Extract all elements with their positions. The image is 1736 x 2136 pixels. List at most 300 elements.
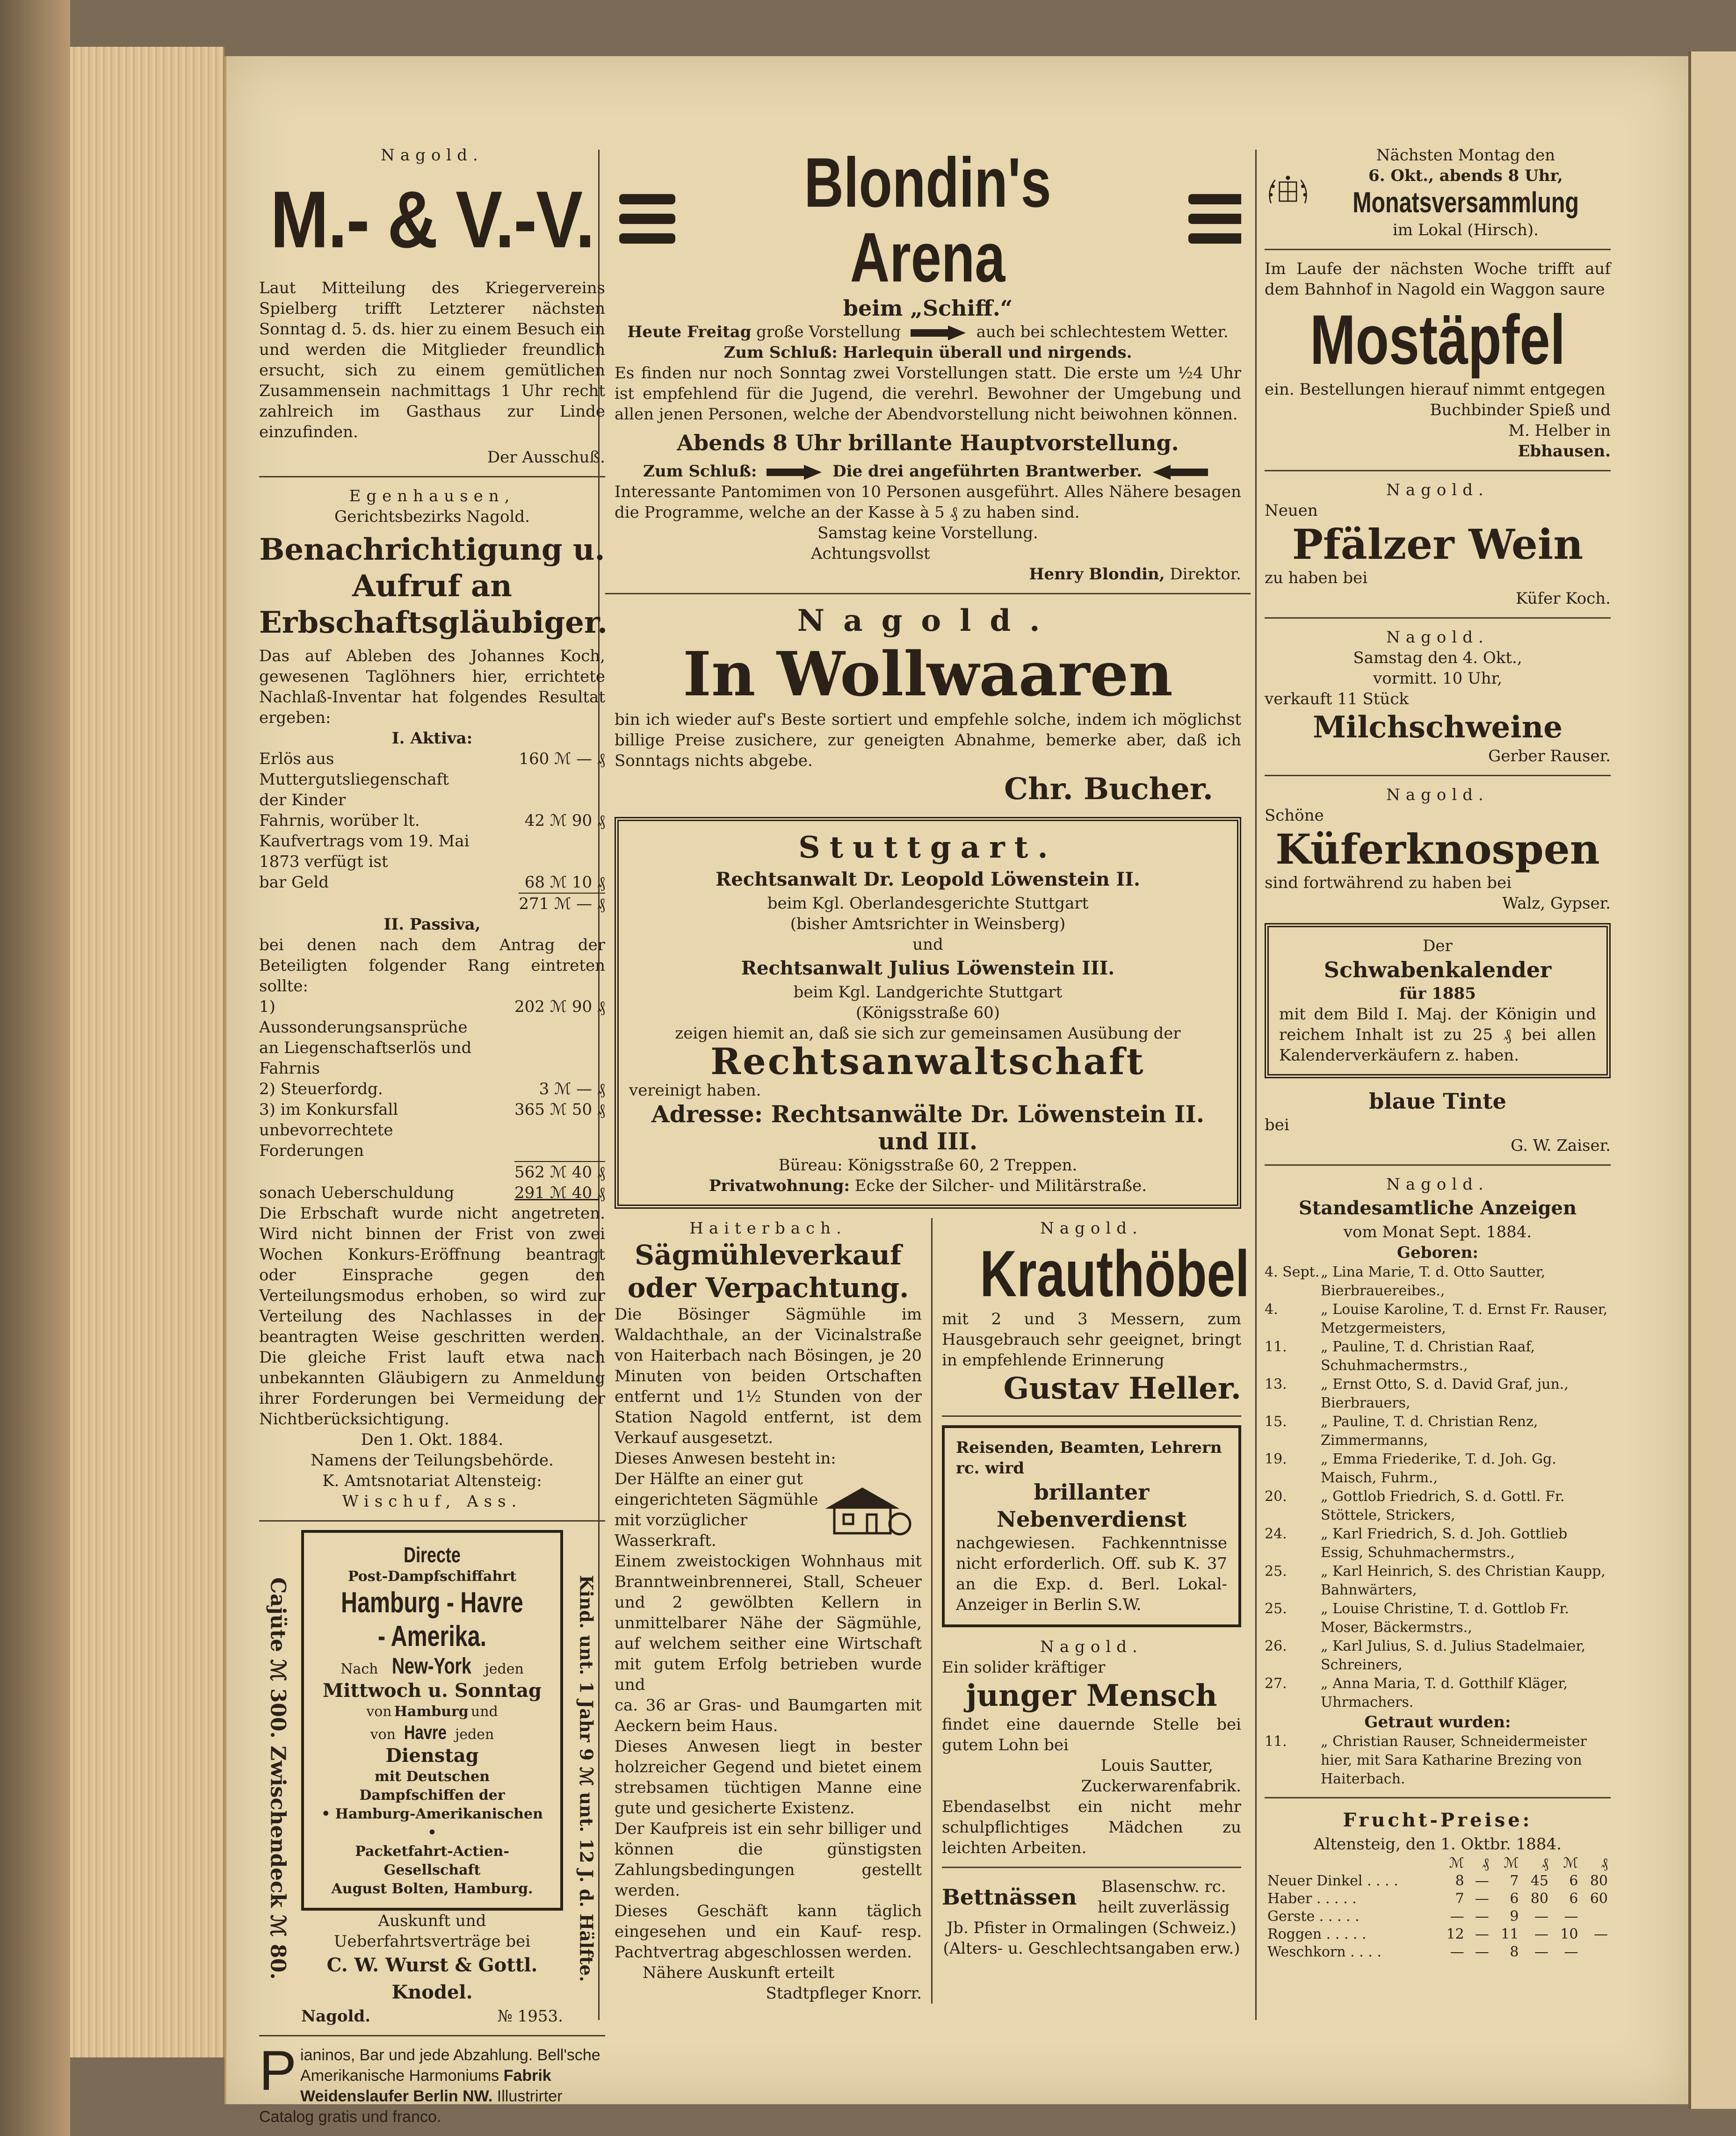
grain-name: Neuer Dinkel . . . . <box>1267 1873 1398 1889</box>
passiva-row <box>259 1161 605 1183</box>
price-cell: ℳ <box>1449 1855 1464 1871</box>
bett-title: Bettnässen <box>942 1884 1077 1910</box>
birth-text: „ Pauline, T. d. Christian Renz, Zimmermanns, <box>1321 1414 1538 1449</box>
middle-column <box>605 56 1251 2104</box>
blondin-saturday: Samstag keine Vorstellung. <box>817 524 1038 542</box>
page-edges <box>70 47 224 2057</box>
neben-title-2: Nebenverdienst <box>997 1507 1186 1532</box>
price-cell: 11 <box>1501 1926 1519 1942</box>
wein-title: Pfälzer Wein <box>1292 520 1584 569</box>
mv-body: Laut Mitteilung des Kriegervereins Spielberg trifft Letzterer nächsten Sonntag d. 5. ds. hier zu einem Besuch ein und werden die Mitglieder freundlich ersucht, sich zu einem gemütlichen Zusammensein nachmittags 1 Uhr recht zahlreich im Gasthaus zur Linde einzufinden. <box>259 279 605 441</box>
sawmill-icon <box>820 1479 914 1540</box>
mv2-line-2: 6. Okt., abends 8 Uhr, <box>1368 166 1563 185</box>
text: jeden <box>485 1661 524 1677</box>
birth-date: 24. <box>1265 1526 1287 1542</box>
kraut-place: Nagold. <box>1040 1219 1143 1238</box>
birth-entry <box>1265 1674 1611 1712</box>
milch-line-2: vormitt. 10 Uhr, <box>1373 669 1502 688</box>
price-row <box>1265 1872 1611 1890</box>
aktiva-row <box>259 810 605 872</box>
grain-name <box>1265 1855 1437 1872</box>
mv2-line-1: Nächsten Montag den <box>1376 146 1555 165</box>
aktiva-value: 160 ℳ — ₰ <box>519 750 605 768</box>
hamburg-side-right <box>568 1530 605 2027</box>
marriage-text: „ Christian Rauser, Schneidermeister hier, mit Sara Katharine Brezing von Haiterbach. <box>1321 1733 1587 1787</box>
price-cell: — <box>1475 1891 1489 1907</box>
book-spine <box>0 0 70 2136</box>
birth-text: „ Karl Heinrich, S. des Christian Kaupp, Bahnwärters, <box>1321 1563 1606 1598</box>
ben-place: Egenhausen, <box>349 487 515 505</box>
saeg-body-7: Dieses Geschäft kann täglich eingesehen und ein Kauf- resp. Pachtvertrag abgeschlossen werden. <box>615 1902 922 1962</box>
jm-employer-trade: Zuckerwarenfabrik. <box>1081 1777 1241 1796</box>
ra-and: und <box>912 935 943 954</box>
most-intro: Im Laufe der nächsten Woche trifft auf dem Bahnhof in Nagold ein Waggon saure <box>1265 260 1611 299</box>
aktiva-row <box>259 893 605 914</box>
price-cell: 7 <box>1510 1873 1519 1889</box>
most-body: ein. Bestellungen hierauf nimmt entgegen <box>1265 380 1606 399</box>
passiva-value: 291 ℳ 40 ₰ <box>514 1183 605 1202</box>
milch-line-1: Samstag den 4. Okt., <box>1353 649 1522 667</box>
jm-body: findet eine dauernde Stelle bei gutem Lohn bei <box>942 1715 1241 1754</box>
price-cell: — <box>1564 1944 1578 1960</box>
birth-text: „ Anna Maria, T. d. Gotthilf Kläger, Uhrmachers. <box>1321 1675 1568 1710</box>
pointing-hand-icon <box>767 463 823 482</box>
ben-aktiva-list <box>259 749 605 914</box>
hamburg-line-3 <box>315 1703 549 1721</box>
price-cell: 10 <box>1560 1926 1578 1942</box>
neben-title-1: brillanter <box>1034 1479 1150 1505</box>
text: jeden <box>455 1726 494 1743</box>
ra-lawyer-1: Rechtsanwalt Dr. Leopold Löwenstein II. <box>716 868 1140 890</box>
kueferknospen-ad <box>1265 785 1611 914</box>
right-column <box>1265 56 1611 2104</box>
price-cell: — <box>1450 1908 1464 1925</box>
kraut-title: Krauthöbel <box>980 1237 1250 1310</box>
birth-entry <box>1265 1600 1611 1637</box>
passiva-value: 365 ℳ 50 ₰ <box>514 1100 605 1119</box>
birth-date: 15. <box>1265 1414 1287 1430</box>
hamburg-child-fares: Kind. unt. 1 Jahr 9 ℳ unt. 12 J. d. Hälfte. <box>576 1574 597 1982</box>
passiva-row <box>259 1183 605 1203</box>
blondin-evening: Abends 8 Uhr brillante Hauptvorstellung. <box>677 430 1179 455</box>
text: große Vorstellung <box>756 323 901 341</box>
wein-signature: Küfer Koch. <box>1515 589 1611 608</box>
pointing-hand-icon <box>1152 463 1208 482</box>
price-cell: 6 <box>1569 1873 1578 1889</box>
price-cell: 8 <box>1455 1873 1464 1889</box>
birth-date: 4. Sept. <box>1265 1264 1320 1280</box>
hamburg-agent: August Bolten, Hamburg. <box>331 1881 533 1897</box>
saeg-title: Sägmühleverkauf oder Verpachtung. <box>627 1239 909 1304</box>
birth-entry <box>1265 1450 1611 1487</box>
ben-passiva-intro: bei denen nach dem Antrag der Beteiligten folgender Rang eintreten sollte: <box>259 936 605 996</box>
divider <box>259 1520 605 1522</box>
price-cell: — <box>1534 1926 1548 1942</box>
krauthobel-ad <box>942 1218 1250 1407</box>
pointing-hand-icon <box>911 324 967 342</box>
std-geboren-list <box>1265 1263 1611 1712</box>
saeg-body-2a: Dieses Anwesen besteht in: <box>615 1449 836 1468</box>
junger-mensch-ad <box>942 1637 1241 1858</box>
price-cell: 60 <box>1590 1891 1608 1907</box>
passiva-value: 3 ℳ — ₰ <box>539 1080 605 1098</box>
bett-body-1: Blasenschw. rc. heilt zuverlässig <box>1098 1877 1230 1917</box>
wein-intro: Neuen <box>1265 501 1318 520</box>
divider <box>1265 617 1611 619</box>
blondin-director-title: Direktor. <box>1170 565 1241 584</box>
nebenverdienst-ad <box>942 1425 1241 1627</box>
kk-place: Nagold. <box>1386 786 1489 804</box>
kal-line-1: Der <box>1423 937 1453 955</box>
birth-entry <box>1265 1338 1611 1375</box>
mv-place: Nagold. <box>381 146 484 165</box>
saeg-body-2b: Der Hälfte an einer gut eingerichteten Sägmühle mit vorzüglicher Wasserkraft. <box>615 1470 818 1550</box>
kraut-body: mit 2 und 3 Messern, zum Hausgebrauch sehr geeignet, bringt in empfehlende Erinnerung <box>942 1310 1241 1370</box>
ra-private-row <box>629 1176 1227 1196</box>
divider <box>942 1415 1241 1417</box>
hamburg-ad <box>259 1530 605 2027</box>
hamburg-company-2: Packetfahrt-Actien-Gesellschaft <box>355 1843 509 1878</box>
passiva-row <box>259 1099 605 1161</box>
birth-text: „ Karl Julius, S. d. Julius Stadelmaier, Schreiners, <box>1321 1638 1586 1673</box>
bett-body-3: (Alters- u. Geschlechtsangaben erw.) <box>943 1939 1240 1958</box>
grain-name: Weschkorn . . . . <box>1267 1944 1382 1960</box>
birth-text: „ Louise Christine, T. d. Gottlob Fr. Moser, Bäckermstrs., <box>1321 1601 1569 1636</box>
saeg-body-5: Dieses Anwesen liegt in bester holzreicher Gegend und bietet einem strebsamen tüchtigen Manne eine gute und gesicherte Existenz. <box>615 1737 922 1818</box>
text: auch bei schlechtestem Wetter. <box>976 323 1229 341</box>
kraut-signature: Gustav Heller. <box>1003 1371 1241 1406</box>
saeg-body-4: ca. 36 ar Gras- und Baumgarten mit Aeckern beim Haus. <box>615 1696 922 1735</box>
mv-title: M.- & V.-V. <box>270 174 594 265</box>
passiva-sum: 562 ℳ 40 ₰ <box>514 1161 605 1183</box>
std-place: Nagold. <box>1386 1175 1489 1194</box>
hamburg-title-1: Directe <box>404 1543 461 1567</box>
saeg-body-8: Nähere Auskunft erteilt <box>643 1963 835 1982</box>
jm-body-2: Ebendaselbst ein nicht mehr schulpflichtiges Mädchen zu leichten Arbeiten. <box>942 1797 1241 1857</box>
divider <box>1265 470 1611 471</box>
neben-body: nachgewiesen. Fachkenntnisse nicht erforderlich. Off. sub K. 37 an die Exp. d. Berl. Lokal-Anzeiger in Berlin S.W. <box>956 1534 1227 1614</box>
text: Die drei angeführten Brantwerber. <box>832 462 1143 481</box>
hamburg-town: Nagold. <box>301 2007 371 2026</box>
price-cell: 8 <box>1510 1944 1519 1960</box>
neben-intro: Reisenden, Beamten, Lehrern rc. wird <box>956 1438 1222 1478</box>
aktiva-label: bar Geld <box>259 873 329 892</box>
ben-passiva-list <box>259 996 605 1203</box>
saeg-mill-row <box>615 1469 922 1551</box>
passiva-label: 3) im Konkursfall unbevorrechtete Forderungen <box>259 1100 398 1160</box>
ra-place: Stuttgart. <box>798 830 1057 865</box>
mv2-text <box>1321 145 1611 240</box>
aktiva-row <box>259 872 605 893</box>
most-seller-2: M. Helber in <box>1508 421 1611 440</box>
milch-place: Nagold. <box>1386 628 1489 647</box>
standesamt-ad <box>1265 1174 1611 1789</box>
divider <box>259 476 605 477</box>
price-cell: ₰ <box>1482 1855 1489 1871</box>
price-cell: 6 <box>1510 1891 1519 1907</box>
fp-title: Frucht-Preise: <box>1343 1809 1533 1831</box>
hamburg-company-1: • Hamburg-Amerikanischen • <box>321 1806 543 1841</box>
wollwaaren-ad <box>605 603 1251 808</box>
price-cell: 7 <box>1455 1891 1464 1907</box>
aktiva-value: 68 ℳ 10 ₰ <box>524 873 605 892</box>
price-cell: ₰ <box>1541 1855 1548 1871</box>
birth-date: 20. <box>1265 1488 1287 1505</box>
birth-entry <box>1265 1300 1611 1338</box>
hamburg-town-row <box>301 2006 563 2027</box>
kk-body: sind fortwährend zu haben bei <box>1265 873 1512 892</box>
divider <box>605 593 1251 594</box>
price-cell: — <box>1594 1926 1608 1942</box>
ra-court-2: beim Kgl. Landgerichte Stuttgart <box>793 983 1063 1002</box>
price-cell: — <box>1475 1944 1489 1960</box>
pointing-hand-icon <box>1179 189 1241 250</box>
ra-lawyer-2: Rechtsanwalt Julius Löwenstein III. <box>741 957 1115 979</box>
birth-text: „ Karl Friedrich, S. d. Joh. Gottlieb Essig, Schuhmachermstrs., <box>1321 1526 1568 1561</box>
milch-signature: Gerber Rauser. <box>1488 747 1611 765</box>
mostaepfel-ad <box>1265 259 1611 462</box>
fruchtpreise-ad <box>1265 1807 1611 1961</box>
tinte-signature: G. W. Zaiser. <box>1511 1136 1611 1155</box>
grain-name: Gerste . . . . . <box>1267 1908 1360 1925</box>
blondin-director-name: Henry Blondin, <box>1029 565 1165 584</box>
blondin-ad <box>605 145 1251 585</box>
birth-date: 11. <box>1265 1339 1287 1355</box>
saeg-signature: Stadtpfleger Knorr. <box>766 1984 922 2003</box>
most-seller-1: Buchbinder Spieß und <box>1430 401 1611 419</box>
price-cell: — <box>1475 1926 1489 1942</box>
piano-line-1: ianinos, Bar und jede Abzahlung. <box>300 2046 533 2064</box>
price-cell: ℳ <box>1563 1855 1578 1871</box>
jm-title: junger Mensch <box>966 1678 1217 1713</box>
saeg-body-3: Einem zweistockigen Wohnhaus mit Branntweinbrennerei, Stall, Scheuer und 2 gewölbten Kellern in unmittelbarer Nähe der Sägmühle, auf welchem seither eine Wirtschaft mit gutem Erfolg betrieben wurde und <box>615 1552 922 1694</box>
birth-entry <box>1265 1562 1611 1600</box>
price-row <box>1265 1943 1611 1961</box>
ra-private-label: Privatwohnung: <box>709 1176 850 1195</box>
fp-subtitle: Altensteig, den 1. Oktbr. 1884. <box>1314 1835 1562 1854</box>
kal-year: für 1885 <box>1399 984 1476 1003</box>
hamburg-line-6: mit Deutschen Dampfschiffen der <box>359 1768 505 1804</box>
milch-title: Milchschweine <box>1313 710 1562 745</box>
text: von <box>370 1726 396 1743</box>
divider <box>942 1867 1241 1868</box>
milchschweine-ad <box>1265 627 1611 766</box>
divider <box>1265 775 1611 776</box>
wollwaaren-place: Nagold. <box>797 603 1059 638</box>
tinte-ad <box>1265 1088 1611 1156</box>
passiva-row <box>259 1079 605 1099</box>
price-cell: 80 <box>1530 1891 1548 1907</box>
birth-entry <box>1265 1637 1611 1674</box>
ra-court-1: beim Kgl. Oberlandesgerichte Stuttgart <box>767 894 1089 913</box>
hamburg-line-4 <box>315 1721 549 1744</box>
ben-district: Gerichtsbezirks Nagold. <box>334 507 530 526</box>
ben-intro: Das auf Ableben des Johannes Koch, gewesenen Taglöhners hier, errichtete Nachlaß-Inventar hat folgendes Resultat ergeben: <box>259 647 605 727</box>
grain-name: Haber . . . . . <box>1267 1891 1357 1907</box>
price-header-row <box>1265 1855 1611 1872</box>
wollwaaren-title: In Wollwaaren <box>683 638 1173 710</box>
birth-text: „ Ernst Otto, S. d. David Graf, jun., Bierbrauers, <box>1321 1376 1569 1411</box>
birth-entry <box>1265 1375 1611 1413</box>
blondin-subtitle: beim „Schiff.“ <box>843 296 1013 321</box>
middle-lower-row <box>605 1218 1251 2004</box>
divider <box>259 2035 605 2036</box>
monatsversammlung-ad <box>1265 145 1611 240</box>
birth-text: „ Pauline, T. d. Christian Raaf, Schuhmachermstrs., <box>1321 1339 1535 1374</box>
mv-signature: Der Ausschuß. <box>487 448 605 467</box>
birth-date: 26. <box>1265 1638 1287 1654</box>
hamburg-route: Hamburg - Havre - Amerika. <box>341 1587 523 1653</box>
newspaper-page <box>224 56 1688 2126</box>
bett-row <box>942 1876 1241 1918</box>
hamburg-box <box>301 1530 563 1911</box>
passiva-label: sonach Ueberschuldung <box>259 1183 455 1202</box>
kal-body: mit dem Bild I. Maj. der Königin und reichem Inhalt ist zu 25 ₰ bei allen Kalenderverkäufern z. haben. <box>1279 1005 1596 1065</box>
mv2-title: Monatsversammlung <box>1353 187 1579 219</box>
price-cell: 9 <box>1510 1908 1519 1925</box>
blondin-respect: Achtungsvollst <box>811 544 930 563</box>
ra-title: Rechtsanwaltschaft <box>710 1040 1145 1083</box>
pointing-hand-icon <box>615 189 677 250</box>
price-cell <box>1581 1908 1611 1926</box>
tinte-title: blaue Tinte <box>1369 1089 1506 1114</box>
ra-private: Ecke der Silcher- und Militärstraße. <box>854 1176 1147 1195</box>
blondin-body-2: Interessante Pantomimen von 10 Personen ausgeführt. Alles Nähere besagen die Programme, welche an der Kasse à 5 ₰ zu haben sind. <box>615 483 1241 522</box>
price-cell <box>1581 1943 1611 1961</box>
price-cell: 80 <box>1590 1873 1608 1889</box>
blondin-line-2: Zum Schluß: Harlequin überall und nirgends. <box>723 343 1132 362</box>
wollwaaren-signature: Chr. Bucher. <box>1004 772 1213 807</box>
text-havre: Havre <box>404 1721 447 1743</box>
text-hamburg: Hamburg <box>394 1703 469 1720</box>
facing-page-edge <box>1688 51 1736 2109</box>
fruchtpreise-table <box>1265 1855 1611 1961</box>
blondin-line-1 <box>615 322 1241 342</box>
divider <box>1265 1797 1611 1798</box>
piano-line-3: Illustrirter Catalog gratis und franco. <box>259 2087 563 2126</box>
aktiva-value: 42 ℳ 90 ₰ <box>524 811 605 830</box>
hamburg-footer: Auskunft und Ueberfahrtsverträge bei <box>333 1912 531 1951</box>
hamburg-number: № 1953. <box>497 2007 563 2026</box>
kal-title: Schwabenkalender <box>1324 957 1552 982</box>
ben-office: K. Amtsnotariat Altensteig: <box>322 1472 542 1490</box>
birth-date: 27. <box>1265 1675 1287 1692</box>
jm-place: Nagold. <box>1040 1638 1143 1656</box>
ben-date: Den 1. Okt. 1884. <box>361 1430 504 1449</box>
text: Zum Schluß: <box>643 462 757 481</box>
aktiva-label: Erlös aus Muttergutsliegenschaft der Kinder <box>259 750 449 809</box>
jm-employer: Louis Sautter, <box>1100 1756 1213 1775</box>
ra-united: vereinigt haben. <box>629 1081 761 1100</box>
price-cell: — <box>1475 1908 1489 1925</box>
divider <box>1265 1164 1611 1166</box>
text: Nach <box>340 1661 378 1677</box>
text: von <box>366 1703 392 1720</box>
aktiva-label: Fahrnis, worüber lt. Kaufvertrags vom 19. Mai 1873 verfügt ist <box>259 811 470 871</box>
price-cell: 12 <box>1446 1926 1464 1942</box>
blondin-title: Blondin's Arena <box>804 143 1052 296</box>
wein-place: Nagold. <box>1386 481 1489 499</box>
aktiva-row <box>259 749 605 810</box>
hamburg-line-1 <box>315 1653 549 1679</box>
ra-address-2: (Königsstraße 60) <box>855 1003 1000 1022</box>
blondin-line-3 <box>615 461 1241 482</box>
ra-notice: zeigen hiemit an, daß sie sich zur gemeinsamen Ausübung der <box>675 1024 1181 1043</box>
std-getraut-title: Getraut wurden: <box>1364 1713 1511 1732</box>
birth-text: „ Louise Karoline, T. d. Ernst Fr. Rauser, Metzgermeisters, <box>1321 1301 1608 1336</box>
jm-intro: Ein solider kräftiger <box>942 1658 1106 1677</box>
rechtsanwalt-ad <box>615 817 1241 1209</box>
marriage-entry <box>1265 1732 1611 1789</box>
marriage-date: 11. <box>1265 1733 1287 1750</box>
blondin-title-row <box>615 145 1241 295</box>
kk-title: Küferknospen <box>1275 825 1600 873</box>
wein-ad <box>1265 480 1611 609</box>
passiva-value: 202 ℳ 90 ₰ <box>514 997 605 1016</box>
std-title: Standesamtliche Anzeigen <box>1298 1197 1577 1219</box>
price-cell: — <box>1475 1873 1489 1889</box>
price-cell: — <box>1534 1908 1548 1925</box>
milch-line-3: verkauft 11 Stück <box>1265 690 1409 708</box>
birth-date: 13. <box>1265 1376 1287 1393</box>
bettnaessen-ad <box>942 1876 1241 1959</box>
birth-text: „ Emma Friederike, T. d. Joh. Gg. Maisch, Fuhrm., <box>1321 1451 1556 1486</box>
saeg-place: Haiterbach. <box>689 1219 847 1238</box>
birth-text: „ Lina Marie, T. d. Otto Sautter, Bierbrauereibes., <box>1321 1264 1546 1299</box>
passiva-row <box>259 996 605 1079</box>
hamburg-fares: Cajüte ℳ 300. Zwischendeck ℳ 80. <box>266 1577 290 1980</box>
price-cell: 6 <box>1569 1891 1578 1907</box>
birth-text: „ Gottlob Friedrich, S. d. Gottl. Fr. Stöttele, Strickers, <box>1321 1488 1565 1523</box>
std-getraut-list <box>1265 1732 1611 1789</box>
ra-former-1: (bisher Amtsrichter in Weinsberg) <box>790 915 1066 933</box>
saeg-body-1: Die Bösinger Sägmühle im Waldachthale, an der Vicinalstraße von Haiterbach nach Bösingen, je 20 Minuten von beiden Ortschaften entfernt und 1½ Stunden von der Station Nagold entfernt, ist dem Verkauf ausgesetzt. <box>615 1305 922 1447</box>
price-cell: ℳ <box>1504 1855 1519 1871</box>
hamburg-firm: C. W. Wurst & Gottl. Knodel. <box>326 1954 538 2003</box>
birth-date: 25. <box>1265 1563 1287 1580</box>
blondin-director <box>615 564 1241 585</box>
most-seller-3: Ebhausen. <box>1518 442 1611 461</box>
std-geboren-title: Geboren: <box>1397 1243 1478 1262</box>
price-row <box>1265 1908 1611 1926</box>
left-column <box>259 56 608 2126</box>
price-cell: 45 <box>1530 1873 1548 1889</box>
wreath-emblem-icon <box>1265 146 1311 239</box>
ben-signature: Wischuf, Ass. <box>342 1492 522 1511</box>
saeg-body-6: Der Kaufpreis ist ein sehr billiger und können die günstigsten Zahlungsbedingungen gestellt werden. <box>615 1819 922 1900</box>
text: und <box>470 1703 498 1720</box>
tinte-body: bei <box>1265 1116 1289 1134</box>
birth-entry <box>1265 1263 1611 1300</box>
ra-address-title: Adresse: Rechtsanwälte Dr. Löwenstein II. und III. <box>651 1100 1205 1155</box>
bett-body-2: Jb. Pfister in Ormalingen (Schweiz.) <box>947 1919 1237 1937</box>
wein-body: zu haben bei <box>1265 569 1368 587</box>
ben-authority: Namens der Teilungsbehörde. <box>311 1451 554 1470</box>
price-cell: — <box>1534 1944 1548 1960</box>
birth-entry <box>1265 1487 1611 1525</box>
birth-entry <box>1265 1413 1611 1450</box>
piano-initial: P <box>259 2039 297 2102</box>
price-cell: — <box>1450 1944 1464 1960</box>
mv-ad <box>259 145 605 468</box>
price-cell: — <box>1564 1908 1578 1925</box>
kk-signature: Walz, Gypser. <box>1502 894 1611 913</box>
benachrichtigung-ad <box>259 486 608 1512</box>
passiva-label: 1) Aussonderungsansprüche an Liegenschaftserlös und Fahrnis <box>259 997 472 1078</box>
price-cell: ₰ <box>1601 1855 1608 1871</box>
middle-lower-right <box>933 1218 1251 2004</box>
std-subtitle: vom Monat Sept. 1884. <box>1343 1223 1532 1241</box>
